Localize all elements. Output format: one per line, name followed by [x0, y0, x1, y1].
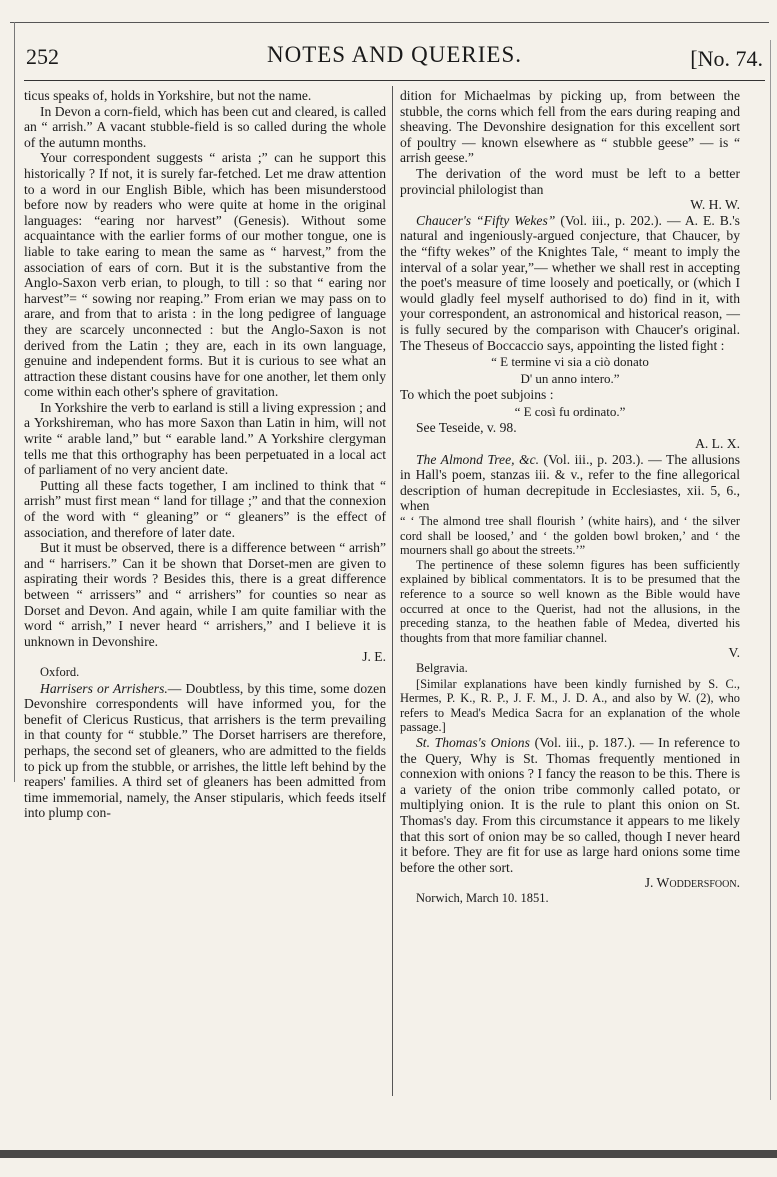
place-line: Oxford.: [40, 664, 80, 679]
article-title: Chaucer's “Fifty Wekes”: [416, 212, 556, 228]
journal-title: NOTES AND QUERIES.: [266, 42, 523, 67]
paragraph: But it must be observed, there is a difference between “ arrish” and “ harrisers.” Can it be shown that Dorset-men are given to aspirating their words ? Besides this, there is a great difference between “ arrissers” and “ arrishers” for counties so near as Dorset and Devon. And again, while I am quite familiar with the word “ arrish,” I never heard “ arrishers,” and I believe it is unknown in Devonshire.: [24, 540, 386, 649]
article-paragraph: [400, 735, 740, 875]
article-paragraph: [24, 681, 386, 821]
paragraph: Putting all these facts together, I am inclined to think that “ arrish” must first mean “ land for tillage ;” and that the connexion of the word with “ gleaning” or “ gleaners” is the effect of association, and therefore of later date.: [24, 477, 386, 540]
article-body: (Vol. iii., p. 187.). — In reference to the Query, Why is St. Thomas frequently mentioned in connexion with onions ? I fancy the reason to be this. There is a variety of the onion tribe commonly called potato, or multiplying onion. It is the rule to plant this onion on St. Thomas's day. From this circumstance it appears to me likely that this sort of onion may be so called, though I never heard it before. They are fit for use as large hard onions some time before the other sort.: [400, 734, 740, 875]
dateline: Norwich, March 10. 1851.: [416, 890, 549, 905]
page-header: [26, 40, 763, 76]
article-title: The Almond Tree, &c.: [416, 451, 540, 467]
signature: V.: [728, 645, 740, 661]
paragraph: See Teseide, v. 98.: [416, 420, 517, 436]
paragraph: dition for Michaelmas by picking up, from between the stubble, the corns which fell from the ears during reaping and sheaving. The Devonshire designation for this excellent sort of poultry — known elsewhere as “ stubble geese” — is “ arrish geese.”: [400, 88, 740, 166]
article-paragraph: [400, 452, 740, 514]
paragraph: To which the poet subjoins :: [400, 387, 554, 403]
bottom-edge: [0, 1150, 777, 1158]
article-title: Harrisers or Arrishers.: [40, 680, 168, 696]
editorial-note: [Similar explanations have been kindly furnished by S. C., Hermes, P. K., R. P., J. F. M., J. D. A., and also by W. (2), who refers to Mead's Medica Sacra for an explanation of the whole passage.]: [400, 676, 740, 735]
signature: J. Woddersfoon.: [644, 875, 740, 891]
italian-quote-line: D' un anno intero.”: [520, 370, 620, 386]
left-border: [14, 22, 15, 782]
scripture-quote: “ ‘ The almond tree shall flourish ’ (white hairs), and ‘ the silver cord shall be loosed,’ and ‘ the golden bowl broken,’ and ‘ the mourners shall go about the streets.’”: [400, 514, 740, 558]
article-body: — Doubtless, by this time, some dozen Devonshire correspondents will have informed you, for the benefit of Clericus Rusticus, that arrishers is the term prevailing in that county for “ stubble.” The Dorset harrisers are therefore, perhaps, the second set of gleaners, who are admitted to the fields to pick up from the stubble, or arrishes, the little left behind by the reapers' families. A third set of gleaners has been admitted from time immemorial, namely, the Anser stipularis, which feeds itself into plump con-: [24, 680, 386, 821]
article-body: (Vol. iii., p. 203.). — The allusions in Hall's poem, stanzas iii. & v., refer to the fine allegorical description of human decrepitude in Ecclesiastes, xii. 5, 6., when: [400, 451, 741, 514]
paragraph: ticus speaks of, holds in Yorkshire, but not the name.: [24, 88, 312, 103]
paragraph: The pertinence of these solemn figures has been sufficiently explained by biblical commentators. It is to be presumed that the reference to a source so well known as the Bible would have occurred at once to the Querist, had not the allusions, in the preceding stanza, to the heathen fable of Medea, diverted his thoughts from that more familiar channel.: [400, 557, 740, 645]
paragraph: In Devon a corn-field, which has been cut and cleared, is called an “ arrish.” A vacant stubble-field is so called during the whole of the autumn months.: [24, 103, 386, 150]
column-divider: [392, 86, 393, 1096]
italian-quote-line: “ E termine vi sia a ciò donato: [491, 354, 649, 370]
article-title: St. Thomas's Onions: [416, 734, 530, 750]
paragraph: The derivation of the word must be left to a better provincial philologist than: [400, 165, 740, 197]
page-number: 252: [26, 44, 59, 69]
signature: W. H. W.: [690, 197, 740, 213]
signature: J. E.: [362, 649, 386, 665]
right-border: [770, 40, 771, 1100]
paragraph: In Yorkshire the verb to earland is still a living expression ; and a Yorkshireman, who has more Saxon than Latin in him, will not write “ arable land,” but “ earable land.” A Yorkshire clergyman tells me that this orthography has been perpetuated in a local act of parliament of no very ancient date.: [24, 399, 386, 478]
paragraph: Your correspondent suggests “ arista ;” can he support this historically ? If not, it is surely far-fetched. Let me draw attention to a word in our English Bible, which has been misunderstood before now by readers who were quite at home in the original languages: “earing nor harvest” (Genesis). Without some acquaintance with the earlier forms of our mother tongue, one is liable to take earing to mean the same as “ harvest,” from the association of ears of corn. But it is the substantive from the Anglo-Saxon verb erian, to plough, to till : so that “ earing nor harvest”= “ sowing nor reaping.” From erian we may pass on to arare, and from that to arista : in the long pedigree of language they are scarcely unconnected : but the Anglo-Saxon is not derived from the Latin ; they are, each in its own language, genuine and independent forms. But it is curious to see what an attraction these distant cousins have for one another, let them only come within each other's sphere of gravitation.: [24, 150, 386, 400]
italian-quote-line: “ E così fu ordinato.”: [514, 403, 626, 419]
place-line: Belgravia.: [416, 660, 468, 675]
article-paragraph: [400, 213, 740, 353]
left-column: [24, 88, 386, 821]
signature: A. L. X.: [695, 436, 740, 452]
article-body: (Vol. iii., p. 202.). — A. E. B.'s natural and ingeniously-argued conjecture, that Chaucer, by the “fifty wekes” of the Knightes Tale, “ meant to imply the interval of a solar year,”— whether we shall rest in accepting the poet's measure of time loosely and poetically, or (which I would gladly feel myself authorised to do) find in it, with your correspondent, an astronomical and historical reason, — is fully secured by the comparison with Chaucer's original. The Theseus of Boccaccio says, appointing the listed fight :: [400, 212, 740, 353]
right-column: [400, 88, 740, 906]
issue-number: [No. 74.: [690, 46, 763, 71]
header-rule: [24, 80, 765, 81]
top-border: [10, 22, 769, 23]
